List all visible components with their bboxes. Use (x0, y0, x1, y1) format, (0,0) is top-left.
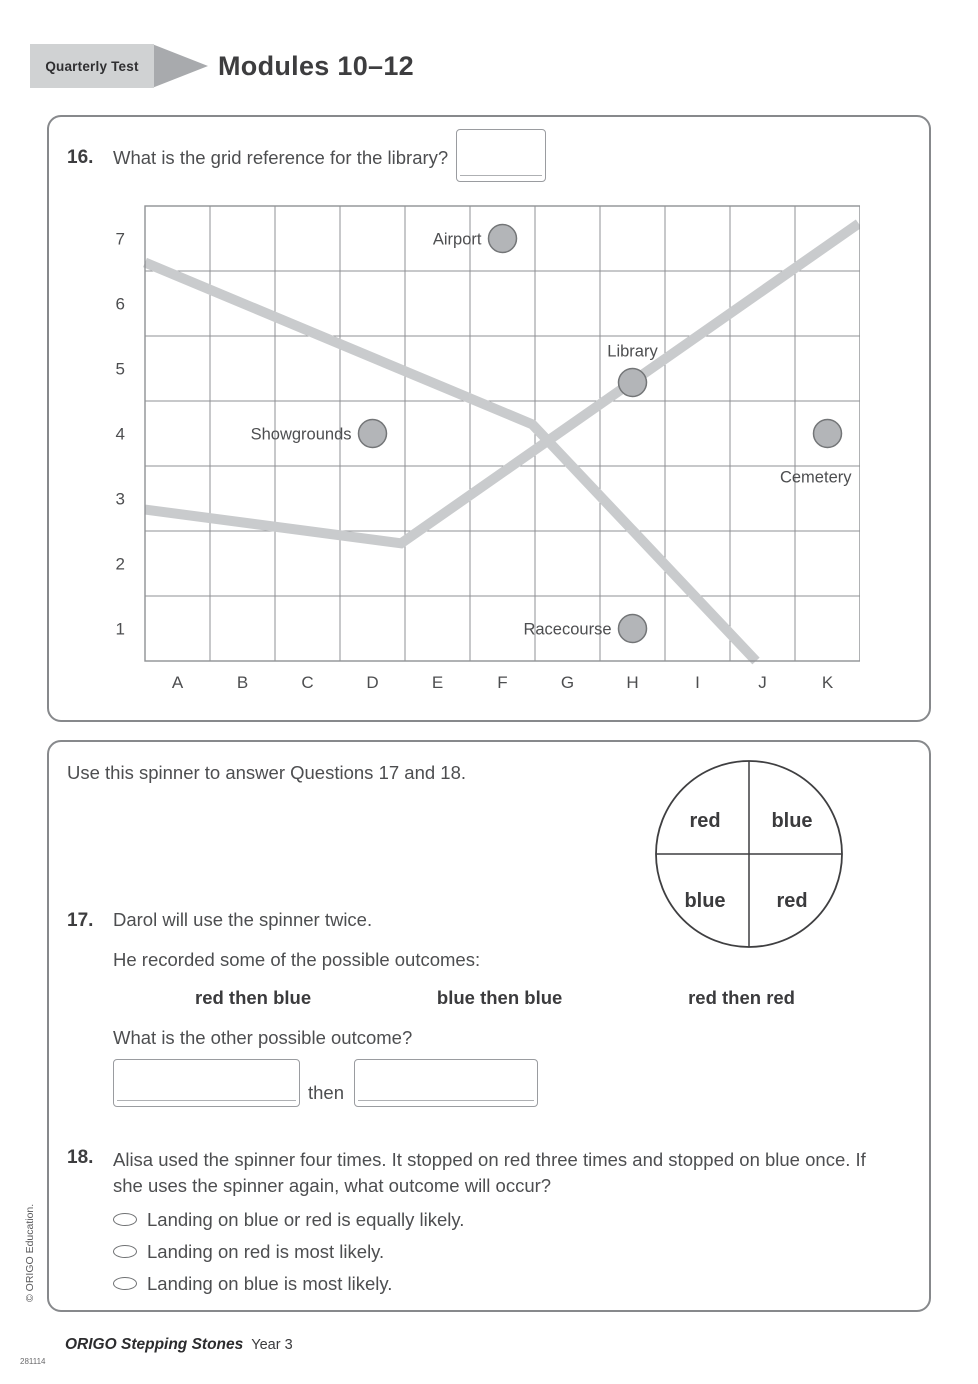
cemetery-dot (814, 420, 842, 448)
showgrounds-dot (359, 420, 387, 448)
map-road (145, 224, 859, 544)
answer-options (113, 1206, 885, 1298)
badge-arrow-icon (152, 44, 208, 88)
option-1-label: Landing on blue or red is equally likely. (147, 1208, 465, 1230)
map-row-label: 6 (115, 294, 125, 314)
print-code: 281114 (20, 1357, 46, 1366)
library-dot (619, 369, 647, 397)
option-2-label: Landing on red is most likely. (147, 1240, 385, 1262)
question-16-text: What is the grid reference for the library? (113, 147, 449, 168)
map-column-label: J (758, 673, 767, 692)
question-18-number: 18. (67, 1147, 94, 1168)
outcome-3: red then red (688, 987, 795, 1008)
spinner-segment-top-right: blue (771, 810, 813, 832)
question-18-text: Alisa used the spinner four times. It stopped on red three times and stopped on blue once. If she uses the spinner again, what outcome will occur? (113, 1149, 866, 1197)
question-18-body (113, 1147, 885, 1298)
question-16-answer-box[interactable] (456, 129, 546, 182)
library-label: Library (607, 342, 658, 361)
badge-label: Quarterly Test (30, 44, 154, 88)
question-16-panel (47, 115, 931, 722)
map-column-label: B (236, 673, 249, 692)
question-17-answer-box-first[interactable] (113, 1059, 300, 1107)
map-column-label: H (626, 673, 639, 692)
header (30, 44, 414, 88)
recorded-outcomes (195, 987, 795, 1009)
answer-oval-1[interactable] (113, 1213, 137, 1226)
likelihood-option-3 (113, 1270, 885, 1298)
option-3-label: Landing on blue is most likely. (147, 1272, 393, 1294)
quarterly-test-badge (30, 44, 208, 88)
map-column-label: K (821, 673, 834, 692)
spinner-segment-bottom-right: red (776, 890, 808, 912)
map-row-label: 4 (115, 424, 125, 444)
map-column-label: E (431, 673, 444, 692)
likelihood-option-1 (113, 1206, 885, 1234)
map-column-label: G (560, 673, 575, 692)
year-level: Year 3 (251, 1337, 293, 1353)
outcome-2: blue then blue (436, 987, 563, 1008)
answer-oval-2[interactable] (113, 1245, 137, 1258)
cemetery-label: Cemetery (779, 468, 852, 487)
question-17-number: 17. (67, 910, 94, 931)
then-label: then (308, 1082, 345, 1103)
questions-17-18-panel (47, 740, 931, 1312)
spinner-segment-top-left: red (689, 810, 721, 832)
question-17-answer-box-second[interactable] (354, 1059, 538, 1107)
question-17-answer-row (113, 1059, 911, 1107)
map-column-label: D (366, 673, 379, 692)
grid-map (100, 198, 860, 698)
question-18 (67, 1147, 911, 1298)
map-row-label: 5 (115, 359, 125, 379)
question-17-prompt: What is the other possible outcome? (113, 1027, 413, 1048)
map-row-label: 7 (115, 229, 125, 249)
racecourse-label: Racecourse (523, 620, 612, 639)
answer-oval-3[interactable] (113, 1277, 137, 1290)
likelihood-option-2 (113, 1238, 885, 1266)
question-16 (67, 129, 911, 182)
question-17-statement: Darol will use the spinner twice. (113, 909, 373, 930)
map-road (145, 263, 756, 661)
map-row-label: 1 (115, 619, 125, 639)
map-column-label: I (695, 673, 700, 692)
airport-label: Airport (432, 230, 482, 249)
question-16-number: 16. (67, 147, 94, 168)
map-row-label: 2 (115, 554, 125, 574)
spinner-segment-bottom-left: blue (684, 890, 726, 912)
footer (65, 1336, 293, 1354)
outcome-1: red then blue (195, 987, 312, 1008)
brand-name: ORIGO Stepping Stones (65, 1336, 244, 1353)
question-17-recorded-text: He recorded some of the possible outcomes: (113, 949, 481, 970)
map-column-label: C (301, 673, 314, 692)
copyright-notice: © ORIGO Education. (24, 1203, 36, 1302)
showgrounds-label: Showgrounds (250, 425, 352, 444)
spinner-diagram (653, 758, 845, 950)
racecourse-dot (619, 615, 647, 643)
spinner-intro-text: Use this spinner to answer Questions 17 and 18. (67, 762, 467, 783)
map-column-label: F (497, 673, 508, 692)
page-title: Modules 10–12 (218, 50, 414, 81)
map-column-label: A (171, 673, 184, 692)
airport-dot (489, 225, 517, 253)
map-row-label: 3 (115, 489, 125, 509)
